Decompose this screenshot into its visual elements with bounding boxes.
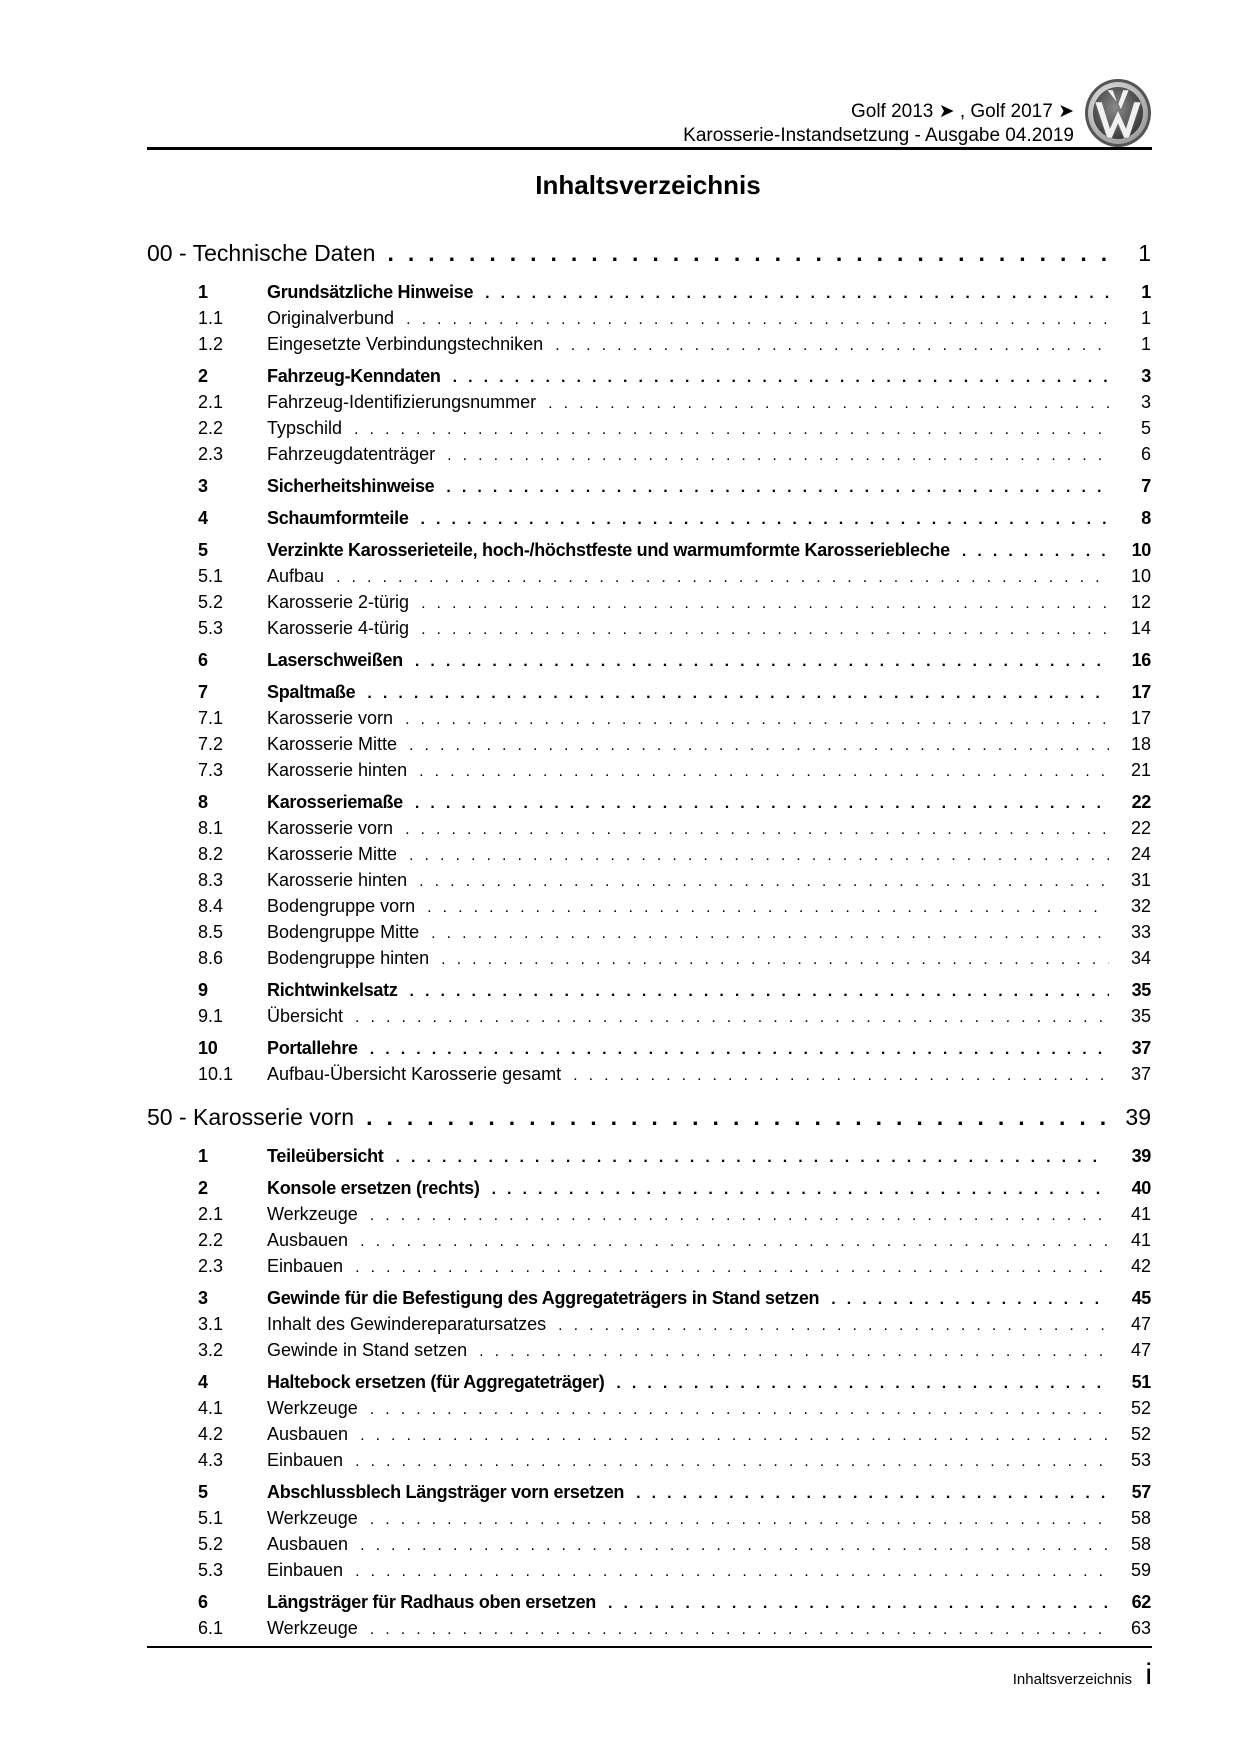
table-of-contents: [147, 240, 1151, 1644]
toc-page-number: 22: [1131, 792, 1151, 812]
toc-number: 50 - Karosserie vorn: [147, 1104, 355, 1130]
dot-leader: [409, 737, 1109, 755]
toc-number: 1: [198, 1146, 208, 1166]
dot-leader: [427, 899, 1109, 917]
toc-number: 2.1: [198, 392, 224, 412]
toc-number: 3.1: [198, 1314, 224, 1334]
dot-leader: [421, 595, 1109, 613]
dot-leader: [558, 1317, 1109, 1335]
toc-title: Abschlussblech Längsträger vorn ersetzen: [267, 1482, 625, 1502]
toc-number: 5: [198, 1482, 208, 1502]
toc-page-number: 1: [1140, 308, 1151, 328]
toc-number: 2: [198, 366, 208, 386]
header-rule: [147, 147, 1152, 150]
toc-page-number: 45: [1131, 1288, 1151, 1308]
toc-number: 8.1: [198, 818, 224, 838]
dot-leader: [370, 1511, 1109, 1529]
dot-leader: [421, 511, 1109, 529]
dot-leader: [555, 337, 1109, 355]
toc-subsection[interactable]: [147, 592, 1151, 618]
toc-title: Gewinde in Stand setzen: [267, 1340, 468, 1360]
dot-leader: [405, 821, 1109, 839]
toc-page-number: 1: [1140, 334, 1151, 354]
footer-label: Inhaltsverzeichnis: [1012, 1671, 1132, 1688]
toc-subsection[interactable]: [147, 1006, 1151, 1032]
dot-leader: [831, 1291, 1109, 1309]
toc-page-number: 58: [1130, 1534, 1151, 1554]
toc-page-number: 31: [1130, 870, 1151, 890]
dot-leader: [446, 479, 1109, 497]
toc-section[interactable]: [147, 366, 1151, 392]
toc-subsection[interactable]: [147, 734, 1151, 760]
toc-number: 7: [198, 682, 208, 702]
toc-number: 7.3: [198, 760, 224, 780]
dot-leader: [360, 1233, 1109, 1251]
toc-page-number: 51: [1131, 1372, 1151, 1392]
toc-page-number: 10: [1131, 540, 1151, 560]
toc-number: 4: [198, 1372, 208, 1392]
toc-title: Karosserie 4-türig: [267, 618, 410, 638]
toc-subsection[interactable]: [147, 1256, 1151, 1282]
toc-title: Inhalt des Gewindereparatursatzes: [267, 1314, 547, 1334]
toc-page-number: 53: [1130, 1450, 1151, 1470]
toc-title: Werkzeuge: [267, 1508, 358, 1528]
toc-subsection[interactable]: [147, 760, 1151, 786]
toc-page-number: 17: [1131, 682, 1151, 702]
toc-section[interactable]: [147, 476, 1151, 502]
toc-subsection[interactable]: [147, 948, 1151, 974]
toc-number: 1.1: [198, 308, 224, 328]
dot-leader: [636, 1485, 1109, 1503]
toc-title: Teileübersicht: [267, 1146, 384, 1166]
dot-leader: [355, 1563, 1109, 1581]
toc-page-number: 47: [1130, 1314, 1151, 1334]
toc-page-number: 3: [1141, 366, 1151, 386]
toc-subsection[interactable]: [147, 1230, 1151, 1256]
toc-section[interactable]: [147, 682, 1151, 708]
dot-leader: [608, 1595, 1109, 1613]
toc-page-number: 34: [1130, 948, 1151, 968]
toc-subsection[interactable]: [147, 1204, 1151, 1230]
toc-number: 6: [198, 1592, 208, 1612]
toc-number: 5.3: [198, 618, 224, 638]
toc-number: 5: [198, 540, 208, 560]
dot-leader: [354, 421, 1109, 439]
toc-page-number: 8: [1141, 508, 1151, 528]
toc-page-number: 47: [1130, 1340, 1151, 1360]
toc-subsection[interactable]: [147, 818, 1151, 844]
toc-number: 2.3: [198, 444, 224, 464]
dot-leader: [962, 543, 1109, 561]
toc-number: 10: [198, 1038, 218, 1058]
toc-number: 5.2: [198, 592, 224, 612]
toc-number: 10.1: [198, 1064, 234, 1084]
dot-leader: [415, 795, 1109, 813]
toc-title: Karosseriemaße: [267, 792, 403, 812]
toc-page-number: 35: [1131, 980, 1151, 1000]
footer-rule: [147, 1646, 1152, 1648]
toc-subsection[interactable]: [147, 708, 1151, 734]
toc-number: 8.3: [198, 870, 224, 890]
dot-leader: [410, 983, 1109, 1001]
toc-number: 5.1: [198, 1508, 224, 1528]
toc-number: 2.2: [198, 1230, 224, 1250]
dot-leader: [485, 285, 1109, 303]
toc-title: Bodengruppe Mitte: [267, 922, 420, 942]
dot-leader: [370, 1621, 1109, 1639]
toc-subsection[interactable]: [147, 618, 1151, 644]
toc-number: 4.3: [198, 1450, 224, 1470]
toc-subsection[interactable]: [147, 1560, 1151, 1586]
toc-title: Sicherheitshinweise: [267, 476, 435, 496]
toc-title: Einbauen: [267, 1560, 344, 1580]
toc-number: 4.2: [198, 1424, 224, 1444]
toc-page-number: 3: [1140, 392, 1151, 412]
toc-page-number: 5: [1140, 418, 1151, 438]
toc-title: Typschild: [267, 418, 343, 438]
toc-title: Bodengruppe vorn: [267, 896, 416, 916]
dot-leader: [415, 653, 1109, 671]
toc-title: Ausbauen: [267, 1424, 349, 1444]
dot-leader: [405, 711, 1109, 729]
toc-subsection[interactable]: [147, 1064, 1151, 1090]
dot-leader: [479, 1343, 1109, 1361]
toc-page-number: 35: [1130, 1006, 1151, 1026]
toc-title: Werkzeuge: [267, 1618, 358, 1638]
toc-title: Fahrzeug-Kenndaten: [267, 366, 441, 386]
toc-title: Bodengruppe hinten: [267, 948, 430, 968]
toc-chapter[interactable]: [147, 1104, 1151, 1140]
toc-title: Spaltmaße: [267, 682, 356, 702]
toc-subsection[interactable]: [147, 444, 1151, 470]
toc-subsection[interactable]: [147, 566, 1151, 592]
toc-page-number: 63: [1130, 1618, 1151, 1638]
toc-page-number: 16: [1131, 650, 1151, 670]
dot-leader: [616, 1375, 1109, 1393]
dot-leader: [370, 1401, 1109, 1419]
dot-leader: [336, 569, 1109, 587]
toc-subsection[interactable]: [147, 308, 1151, 334]
dot-leader: [355, 1259, 1109, 1277]
toc-subsection[interactable]: [147, 1534, 1151, 1560]
page-title: Inhaltsverzeichnis: [535, 170, 761, 200]
toc-title: Verzinkte Karosserieteile, hoch-/höchstfeste und warmumformte Karosseriebleche: [267, 540, 950, 560]
dot-leader: [355, 1009, 1109, 1027]
toc-number: 1: [198, 282, 208, 302]
dot-leader: [406, 311, 1109, 329]
dot-leader: [419, 873, 1109, 891]
toc-title: Originalverbund: [267, 308, 395, 328]
dot-leader: [441, 951, 1109, 969]
dot-leader: [396, 1149, 1109, 1167]
toc-title: Ausbauen: [267, 1230, 349, 1250]
toc-page-number: 12: [1130, 592, 1151, 612]
toc-number: 2.1: [198, 1204, 224, 1224]
toc-number: 3: [198, 1288, 208, 1308]
toc-number: 00 - Technische Daten: [147, 240, 376, 266]
toc-page-number: 7: [1141, 476, 1151, 496]
toc-number: 3: [198, 476, 208, 496]
toc-subsection[interactable]: [147, 922, 1151, 948]
toc-page-number: 17: [1130, 708, 1151, 728]
toc-section[interactable]: [147, 1038, 1151, 1064]
toc-page-number: 14: [1130, 618, 1151, 638]
dot-leader: [453, 369, 1109, 387]
toc-title: Konsole ersetzen (rechts): [267, 1178, 480, 1198]
toc-number: 1.2: [198, 334, 224, 354]
toc-title: Aufbau-Übersicht Karosserie gesamt: [267, 1064, 562, 1084]
toc-title: Karosserie hinten: [267, 870, 408, 890]
toc-section[interactable]: [147, 508, 1151, 534]
toc-title: Einbauen: [267, 1256, 344, 1276]
dot-leader: [360, 1427, 1109, 1445]
toc-number: 5.2: [198, 1534, 224, 1554]
toc-page-number: 40: [1131, 1178, 1151, 1198]
dot-leader: [370, 1041, 1109, 1059]
toc-section[interactable]: [147, 1592, 1151, 1618]
toc-title: Eingesetzte Verbindungstechniken: [267, 334, 544, 354]
footer-page-number: i: [1145, 1658, 1152, 1691]
toc-subsection[interactable]: [147, 392, 1151, 418]
toc-page-number: 18: [1130, 734, 1151, 754]
dot-leader: [409, 847, 1109, 865]
dot-leader: [367, 685, 1109, 703]
toc-subsection[interactable]: [147, 1508, 1151, 1534]
toc-number: 8.5: [198, 922, 224, 942]
toc-subsection[interactable]: [147, 844, 1151, 870]
toc-subsection[interactable]: [147, 1398, 1151, 1424]
toc-title: Längsträger für Radhaus oben ersetzen: [267, 1592, 596, 1612]
dot-leader: [387, 240, 1109, 267]
dot-leader: [360, 1537, 1109, 1555]
toc-page-number: 41: [1130, 1230, 1151, 1250]
toc-title: Richtwinkelsatz: [267, 980, 398, 1000]
toc-title: Karosserie hinten: [267, 760, 408, 780]
toc-page-number: 37: [1130, 1064, 1151, 1084]
toc-number: 8.6: [198, 948, 224, 968]
toc-section[interactable]: [147, 650, 1151, 676]
dot-leader: [431, 925, 1109, 943]
toc-title: Karosserie 2-türig: [267, 592, 410, 612]
toc-page-number: 10: [1130, 566, 1151, 586]
toc-page-number: 6: [1140, 444, 1151, 464]
toc-subsection[interactable]: [147, 1618, 1151, 1644]
toc-number: 8.4: [198, 896, 224, 916]
toc-subsection[interactable]: [147, 896, 1151, 922]
toc-number: 2.3: [198, 1256, 224, 1276]
toc-title: Ausbauen: [267, 1534, 349, 1554]
toc-section[interactable]: [147, 1146, 1151, 1172]
dot-leader: [447, 447, 1109, 465]
toc-subsection[interactable]: [147, 1450, 1151, 1476]
toc-number: 9.1: [198, 1006, 224, 1026]
toc-subsection[interactable]: [147, 870, 1151, 896]
toc-page-number: 22: [1130, 818, 1151, 838]
toc-number: 8.2: [198, 844, 224, 864]
toc-section[interactable]: [147, 980, 1151, 1006]
toc-section[interactable]: [147, 1178, 1151, 1204]
toc-page-number: 1: [1138, 240, 1151, 266]
toc-title: Einbauen: [267, 1450, 344, 1470]
toc-number: 9: [198, 980, 208, 1000]
dot-leader: [366, 1104, 1109, 1131]
toc-section[interactable]: [147, 282, 1151, 308]
toc-title: Karosserie vorn: [267, 708, 394, 728]
toc-page-number: 41: [1130, 1204, 1151, 1224]
dot-leader: [419, 763, 1109, 781]
toc-page-number: 57: [1131, 1482, 1151, 1502]
toc-title: Haltebock ersetzen (für Aggregateträger): [267, 1372, 605, 1392]
toc-number: 7.1: [198, 708, 224, 728]
toc-title: Werkzeuge: [267, 1204, 358, 1224]
toc-number: 7.2: [198, 734, 224, 754]
toc-chapter[interactable]: [147, 240, 1151, 276]
dot-leader: [492, 1181, 1109, 1199]
toc-title: Werkzeuge: [267, 1398, 358, 1418]
toc-page-number: 21: [1130, 760, 1151, 780]
toc-number: 6.1: [198, 1618, 224, 1638]
toc-title: Portallehre: [267, 1038, 358, 1058]
toc-title: Fahrzeug-Identifizierungsnummer: [267, 392, 537, 412]
toc-number: 5.3: [198, 1560, 224, 1580]
toc-title: Grundsätzliche Hinweise: [267, 282, 474, 302]
toc-page-number: 58: [1130, 1508, 1151, 1528]
toc-page-number: 24: [1130, 844, 1151, 864]
toc-section[interactable]: [147, 540, 1151, 566]
toc-page-number: 37: [1131, 1038, 1151, 1058]
dot-leader: [370, 1207, 1109, 1225]
toc-page-number: 59: [1130, 1560, 1151, 1580]
dot-leader: [548, 395, 1109, 413]
toc-title: Übersicht: [267, 1006, 344, 1026]
header-subtitle: Karosserie-Instandsetzung - Ausgabe 04.2019: [683, 125, 1074, 146]
toc-title: Gewinde für die Befestigung des Aggregateträgers in Stand setzen: [267, 1288, 820, 1308]
toc-page-number: 62: [1131, 1592, 1151, 1612]
dot-leader: [421, 621, 1109, 639]
vw-logo-icon: [1083, 78, 1153, 148]
toc-number: 6: [198, 650, 208, 670]
toc-page-number: 33: [1130, 922, 1151, 942]
header-models: Golf 2013 ➤ , Golf 2017 ➤: [850, 101, 1074, 122]
toc-section[interactable]: [147, 1372, 1151, 1398]
toc-page-number: 32: [1130, 896, 1151, 916]
toc-subsection[interactable]: [147, 1314, 1151, 1340]
toc-section[interactable]: [147, 792, 1151, 818]
toc-number: 5.1: [198, 566, 224, 586]
toc-number: 2.2: [198, 418, 224, 438]
toc-section[interactable]: [147, 1288, 1151, 1314]
toc-page-number: 1: [1141, 282, 1151, 302]
toc-subsection[interactable]: [147, 334, 1151, 360]
toc-number: 4.1: [198, 1398, 224, 1418]
toc-number: 2: [198, 1178, 208, 1198]
toc-page-number: 39: [1131, 1146, 1151, 1166]
toc-page-number: 52: [1130, 1398, 1151, 1418]
toc-number: 8: [198, 792, 208, 812]
toc-title: Schaumformteile: [267, 508, 409, 528]
toc-title: Aufbau: [267, 566, 325, 586]
toc-page-number: 42: [1130, 1256, 1151, 1276]
toc-title: Karosserie Mitte: [267, 734, 398, 754]
toc-subsection[interactable]: [147, 1424, 1151, 1450]
toc-title: Karosserie vorn: [267, 818, 394, 838]
toc-page-number: 52: [1130, 1424, 1151, 1444]
dot-leader: [573, 1067, 1109, 1085]
toc-title: Karosserie Mitte: [267, 844, 398, 864]
toc-title: Laserschweißen: [267, 650, 403, 670]
toc-number: 4: [198, 508, 208, 528]
toc-subsection[interactable]: [147, 418, 1151, 444]
toc-page-number: 39: [1125, 1104, 1151, 1130]
dot-leader: [355, 1453, 1109, 1471]
toc-subsection[interactable]: [147, 1340, 1151, 1366]
toc-section[interactable]: [147, 1482, 1151, 1508]
toc-number: 3.2: [198, 1340, 224, 1360]
toc-title: Fahrzeugdatenträger: [267, 444, 436, 464]
